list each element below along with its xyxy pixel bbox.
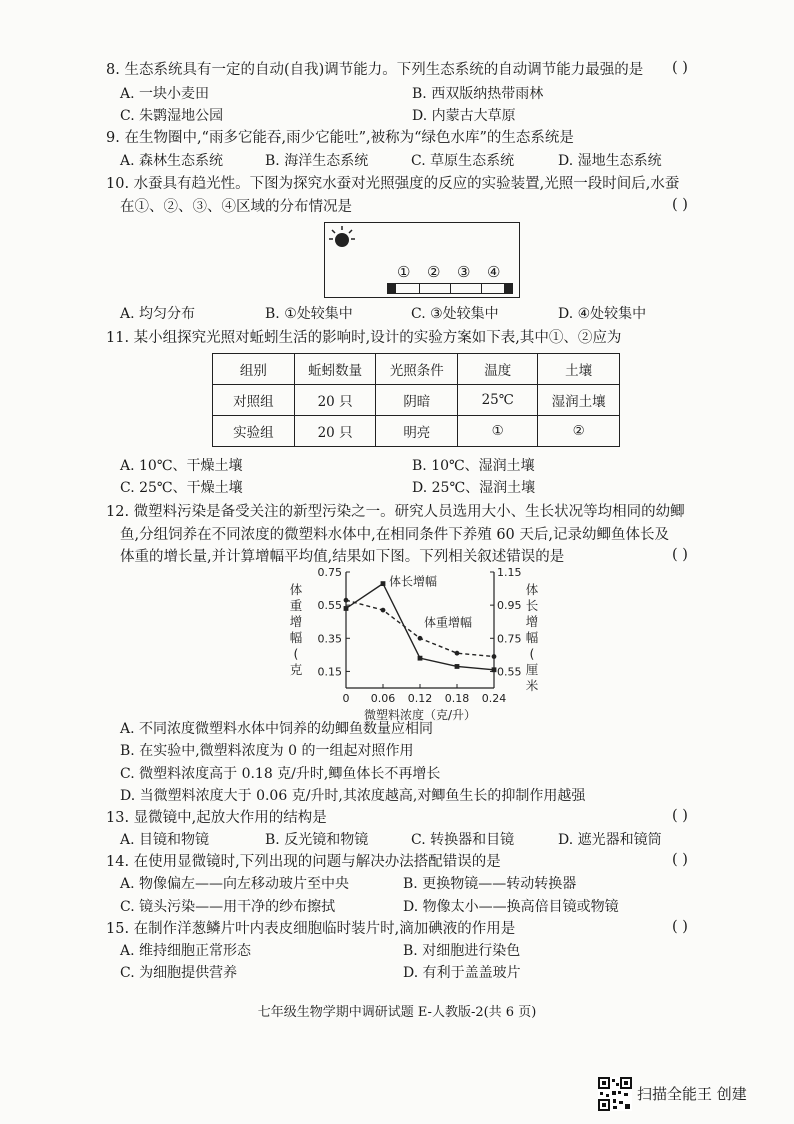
table-cell: 明亮 [376, 416, 458, 447]
table-cell: 实验组 [213, 416, 295, 447]
q8-answer-paren[interactable]: ( ) [672, 60, 688, 76]
q12-option-a[interactable]: A. 不同浓度微塑料水体中饲养的幼鲫鱼数量应相同 [120, 721, 434, 737]
q10-option-c[interactable]: C. ③处较集中 [411, 306, 499, 322]
data-point [344, 606, 349, 611]
q15-option-c[interactable]: C. 为细胞提供营养 [120, 965, 238, 981]
left-tick-label: 0.75 [317, 566, 342, 579]
table-cell: ① [458, 416, 538, 447]
q9-stem: 9. 在生物圈中,“雨多它能吞,雨少它能吐”,被称为“绿色水库”的生态系统是 [106, 130, 574, 146]
q10-option-a[interactable]: A. 均匀分布 [120, 306, 196, 322]
q8-option-c[interactable]: C. 朱鹮湿地公园 [120, 108, 224, 124]
table-cell: 20 只 [294, 416, 376, 447]
q9-option-b[interactable]: B. 海洋生态系统 [265, 153, 369, 169]
scanner-watermark: 扫描全能王 创建 [637, 1085, 747, 1103]
q10-option-d[interactable]: D. ④处较集中 [558, 306, 647, 322]
table-cell: 25℃ [458, 385, 538, 416]
table-cell: 阴暗 [376, 385, 458, 416]
q15-answer-paren[interactable]: ( ) [672, 919, 688, 935]
table-header-cell: 温度 [458, 354, 538, 385]
q10-answer-paren[interactable]: ( ) [672, 197, 688, 213]
chart-series [344, 581, 497, 672]
trough [387, 283, 513, 294]
x-tick-label: 0.12 [407, 692, 433, 705]
q12-option-c[interactable]: C. 微塑料浓度高于 0.18 克/升时,鲫鱼体长不再增长 [120, 766, 441, 782]
q14-answer-paren[interactable]: ( ) [672, 852, 688, 868]
q15-option-d[interactable]: D. 有利于盖盖玻片 [403, 965, 521, 981]
region-2-label: ② [427, 263, 441, 281]
q15-option-b[interactable]: B. 对细胞进行染色 [403, 943, 521, 959]
q8-stem: 8. 生态系统具有一定的自动(自我)调节能力。下列生态系统的自动调节能力最强的是 [106, 62, 644, 78]
table-row [213, 385, 620, 416]
q13-stem: 13. 显微镜中,起放大作用的结构是 [106, 810, 327, 826]
x-axis-title: 微塑料浓度（克/升） [363, 708, 477, 722]
q10-stem-line1: 10. 水蚕具有趋光性。下图为探究水蚕对光照强度的反应的实验装置,光照一段时间后,水蚕 [106, 176, 680, 192]
table-header-cell: 蚯蚓数量 [294, 354, 376, 385]
data-point [492, 667, 497, 672]
right-tick-label: 0.95 [497, 599, 522, 613]
q11-option-c[interactable]: C. 25℃、干燥土壤 [120, 480, 243, 496]
q13-option-b[interactable]: B. 反光镜和物镜 [265, 832, 369, 848]
q9-option-d[interactable]: D. 湿地生态系统 [558, 153, 662, 169]
data-point [455, 664, 460, 669]
q10-option-b[interactable]: B. ①处较集中 [265, 306, 353, 322]
q14-option-a[interactable]: A. 物像偏左——向左移动玻片至中央 [120, 876, 350, 892]
light-bulb-icon [329, 225, 357, 253]
q15-stem: 15. 在制作洋葱鳞片叶内表皮细胞临时装片时,滴加碘液的作用是 [106, 921, 516, 937]
q15-option-a[interactable]: A. 维持细胞正常形态 [120, 943, 252, 959]
q12-option-d[interactable]: D. 当微塑料浓度大于 0.06 克/升时,其浓度越高,对鲫鱼生长的抑制作用越强 [120, 788, 586, 804]
x-tick-label: 0.18 [444, 692, 470, 705]
x-tick-label: 0.24 [481, 692, 507, 705]
q13-answer-paren[interactable]: ( ) [672, 808, 688, 824]
series-label-body-weight: 体重增幅 [424, 615, 473, 630]
table-header-row [213, 354, 620, 385]
q11-table [212, 353, 620, 447]
q11-option-b[interactable]: B. 10℃、湿润土壤 [412, 458, 535, 474]
table-cell: ② [538, 416, 620, 447]
q11-option-d[interactable]: D. 25℃、湿润土壤 [412, 480, 536, 496]
q13-option-c[interactable]: C. 转换器和目镜 [411, 832, 515, 848]
q14-stem: 14. 在使用显微镜时,下列出现的问题与解决办法搭配错误的是 [106, 854, 501, 870]
q12-stem-line2: 鱼,分组饲养在不同浓度的微塑料水体中,在相同条件下养殖 60 天后,记录幼鲫鱼体长及 [120, 527, 669, 543]
q14-option-c[interactable]: C. 镜头污染——用干净的纱布擦拭 [120, 899, 336, 915]
q8-option-b[interactable]: B. 西双版纳热带雨林 [412, 86, 544, 102]
x-tick-label: 0 [342, 692, 350, 705]
data-point [418, 656, 423, 661]
right-tick-label: 0.75 [497, 632, 522, 646]
q13-option-d[interactable]: D. 遮光器和镜筒 [558, 832, 662, 848]
table-header-cell: 土壤 [538, 354, 620, 385]
q14-option-b[interactable]: B. 更换物镜——转动转换器 [403, 876, 577, 892]
q12-stem-line1: 12. 微塑料污染是备受关注的新型污染之一。研究人员选用大小、生长状况等均相同的幼鲫 [106, 504, 685, 520]
right-tick-label: 1.15 [497, 566, 522, 579]
data-point [455, 651, 460, 656]
right-axis-title: 体长增幅(厘米 [525, 582, 539, 693]
left-tick-label: 0.55 [317, 599, 342, 613]
q12-stem-line3: 体重的增长量,并计算增幅平均值,结果如下图。下列相关叙述错误的是 [120, 549, 565, 565]
table-row [213, 416, 620, 447]
q14-option-d[interactable]: D. 物像太小——换高倍目镜或物镜 [403, 899, 619, 915]
qr-code-icon [598, 1077, 632, 1111]
data-point [418, 636, 423, 641]
table-header-cell: 光照条件 [376, 354, 458, 385]
right-tick-label: 0.55 [497, 665, 522, 679]
data-point [381, 581, 386, 586]
table-cell: 对照组 [213, 385, 295, 416]
table-cell: 湿润土壤 [538, 385, 620, 416]
q8-option-a[interactable]: A. 一块小麦田 [120, 86, 210, 102]
region-3-label: ③ [457, 263, 471, 281]
q9-option-a[interactable]: A. 森林生态系统 [120, 153, 224, 169]
q9-option-c[interactable]: C. 草原生态系统 [411, 153, 515, 169]
data-point [381, 608, 386, 613]
page-footer: 七年级生物学期中调研试题 E-人教版-2(共 6 页) [257, 1005, 537, 1020]
x-tick-label: 0.06 [370, 692, 396, 705]
q8-option-d[interactable]: D. 内蒙古大草原 [412, 108, 516, 124]
region-1-label: ① [397, 263, 411, 281]
q13-option-a[interactable]: A. 目镜和物镜 [120, 832, 210, 848]
table-cell: 20 只 [294, 385, 376, 416]
q11-stem: 11. 某小组探究光照对蚯蚓生活的影响时,设计的实验方案如下表,其中①、②应为 [106, 330, 622, 346]
q12-line-chart [280, 562, 550, 722]
region-4-label: ④ [487, 263, 501, 281]
data-point [344, 598, 349, 603]
q12-option-b[interactable]: B. 在实验中,微塑料浓度为 0 的一组起对照作用 [120, 743, 414, 759]
left-axis-title: 体重增幅(克 [289, 582, 303, 677]
left-tick-label: 0.15 [317, 665, 342, 679]
left-tick-label: 0.35 [317, 632, 342, 646]
data-point [492, 654, 497, 659]
q10-stem-line2: 在①、②、③、④区域的分布情况是 [120, 199, 352, 215]
q10-apparatus [324, 222, 520, 298]
table-header-cell: 组别 [213, 354, 295, 385]
q12-answer-paren[interactable]: ( ) [672, 547, 688, 563]
chart-axes [346, 572, 494, 688]
q11-option-a[interactable]: A. 10℃、干燥土壤 [120, 458, 243, 474]
series-label-body-length: 体长增幅 [389, 574, 438, 589]
